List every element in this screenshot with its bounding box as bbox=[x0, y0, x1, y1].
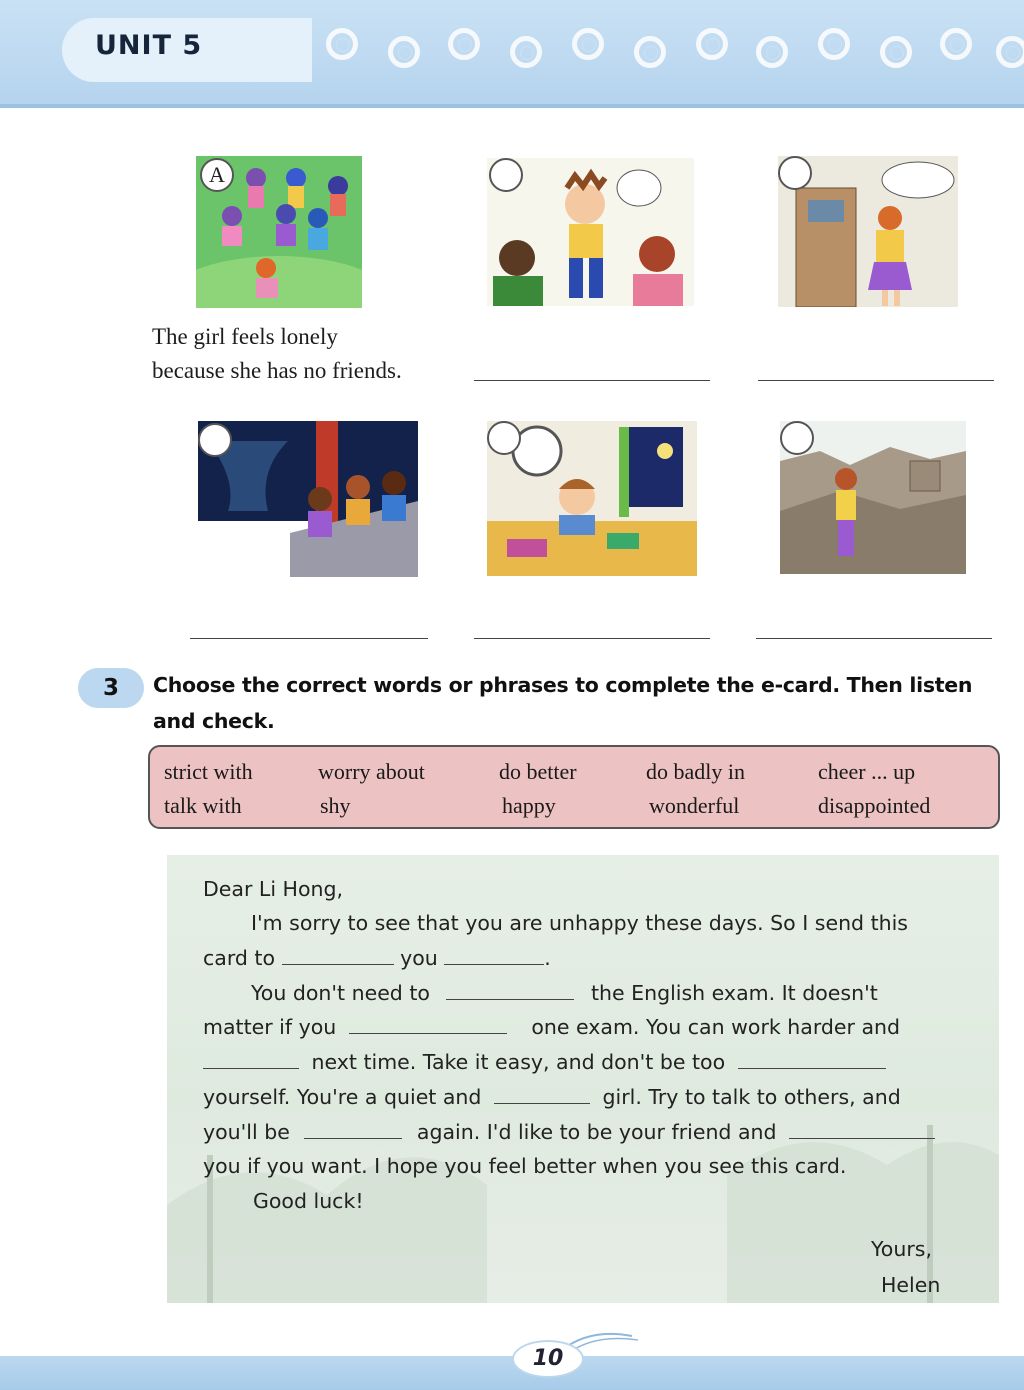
picture-angry-boy bbox=[487, 158, 694, 306]
exercise-instruction bbox=[153, 667, 1013, 739]
word-bank-item: happy bbox=[502, 793, 556, 818]
ecard-line bbox=[203, 1015, 900, 1039]
ecard-line bbox=[203, 1050, 886, 1074]
ecard-text: again. I'd like to be your friend and bbox=[416, 1120, 777, 1144]
ecard-text: yourself. You're a quiet and bbox=[203, 1085, 482, 1109]
e-card bbox=[167, 855, 999, 1303]
word-bank bbox=[148, 745, 1000, 829]
picture-label-bubble bbox=[489, 158, 523, 192]
picture-label-bubble: A bbox=[200, 158, 234, 192]
ecard-blank[interactable] bbox=[446, 981, 574, 1000]
ecard-text: you'll be bbox=[203, 1120, 290, 1144]
picture-a-lonely-girl bbox=[196, 156, 362, 308]
ecard-text: matter if you bbox=[203, 1015, 337, 1039]
picture-a-caption-line2: because she has no friends. bbox=[152, 358, 402, 383]
ecard-closing: Yours, bbox=[871, 1237, 932, 1261]
ecard-text: one exam. You can work harder and bbox=[531, 1015, 901, 1039]
ecard-text: girl. Try to talk to others, and bbox=[602, 1085, 901, 1109]
picture-girl-earthquake-ruins bbox=[780, 421, 966, 574]
ecard-text: the English exam. It doesn't bbox=[590, 981, 878, 1005]
page-number: 10 bbox=[512, 1340, 584, 1378]
ecard-text: You don't need to bbox=[251, 981, 430, 1005]
ecard-line: I'm sorry to see that you are unhappy these days. So I send this bbox=[251, 911, 908, 935]
ecard-blank[interactable] bbox=[444, 946, 544, 965]
word-bank-item: strict with bbox=[164, 759, 253, 784]
ecard-line bbox=[203, 946, 551, 970]
word-bank-item: wonderful bbox=[649, 793, 740, 818]
answer-line[interactable] bbox=[474, 638, 710, 639]
word-bank-item: shy bbox=[320, 793, 351, 818]
instruction-line: Choose the correct words or phrases to complete the e-card. Then listen bbox=[153, 673, 973, 697]
ecard-blank[interactable] bbox=[282, 946, 394, 965]
picture-label-bubble bbox=[780, 421, 814, 455]
ecard-line bbox=[203, 1120, 935, 1144]
ecard-blank[interactable] bbox=[494, 1085, 590, 1104]
word-bank-item: cheer ... up bbox=[818, 759, 916, 784]
ecard-line bbox=[203, 1085, 901, 1109]
answer-line[interactable] bbox=[756, 638, 992, 639]
ecard-line bbox=[251, 981, 878, 1005]
picture-girl-at-door bbox=[778, 156, 958, 307]
picture-a-caption-line1: The girl feels lonely bbox=[152, 324, 338, 349]
picture-label-bubble bbox=[778, 156, 812, 190]
ecard-blank[interactable] bbox=[789, 1120, 935, 1139]
header-rings bbox=[320, 24, 1020, 74]
unit-title: UNIT 5 bbox=[95, 30, 203, 61]
ecard-line: Good luck! bbox=[253, 1189, 364, 1213]
ecard-text: next time. Take it easy, and don't be too bbox=[311, 1050, 726, 1074]
word-bank-item: do badly in bbox=[646, 759, 745, 784]
ecard-line: you if you want. I hope you feel better when you see this card. bbox=[203, 1154, 847, 1178]
ecard-greeting: Dear Li Hong, bbox=[203, 877, 344, 901]
picture-label-bubble bbox=[198, 423, 232, 457]
ecard-blank[interactable] bbox=[349, 1015, 507, 1034]
answer-line[interactable] bbox=[190, 638, 428, 639]
ecard-text: . bbox=[544, 946, 551, 970]
word-bank-item: talk with bbox=[164, 793, 242, 818]
answer-line[interactable] bbox=[474, 380, 710, 381]
picture-scary-movie bbox=[198, 421, 418, 577]
ecard-text: you bbox=[400, 946, 438, 970]
instruction-line: and check. bbox=[153, 709, 275, 733]
word-bank-item: worry about bbox=[318, 759, 425, 784]
answer-line[interactable] bbox=[758, 380, 994, 381]
picture-label-bubble bbox=[487, 421, 521, 455]
word-bank-item: do better bbox=[499, 759, 577, 784]
ecard-blank[interactable] bbox=[304, 1120, 402, 1139]
word-bank-item: disappointed bbox=[818, 793, 931, 818]
ecard-blank[interactable] bbox=[738, 1050, 886, 1069]
ecard-signature: Helen bbox=[881, 1273, 941, 1297]
header-divider bbox=[0, 104, 1024, 108]
exercise-number-badge: 3 bbox=[78, 668, 144, 708]
ecard-blank[interactable] bbox=[203, 1050, 299, 1069]
picture-boy-studying-late bbox=[487, 421, 697, 576]
ecard-text: card to bbox=[203, 946, 276, 970]
